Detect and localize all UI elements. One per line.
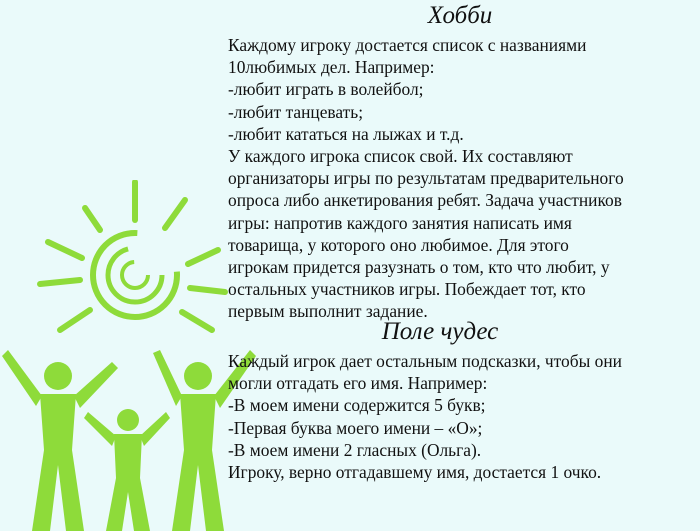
body-line: 10любимых дел. Например: (228, 57, 435, 78)
body-line: первым выполнит задание. (228, 301, 428, 322)
section-title-field-of-wonders: Поле чудес (381, 318, 499, 345)
section-body-field-of-wonders (228, 350, 698, 483)
body-line: -В моем имени 2 гласных (Ольга). (228, 439, 482, 460)
body-line: остальных участников игры. Побеждает тот, кто (228, 279, 586, 300)
body-line: организаторы игры по результатам предварительного (228, 168, 624, 189)
body-line: могли отгадать его имя. Например: (228, 373, 488, 394)
body-line: -В моем имени содержится 5 букв; (228, 395, 486, 416)
body-line: игрокам придется разузнать о том, кто что любит, у (228, 257, 610, 278)
body-line: У каждого игрока список свой. Их составляют (228, 146, 573, 167)
body-line: -любит танцевать; (228, 101, 364, 122)
body-line: опроса либо анкетирования ребят. Задача участников (228, 190, 622, 211)
body-line: -любит играть в волейбол; (228, 79, 424, 100)
body-line: -любит кататься на лыжах и т.д. (228, 123, 464, 144)
section-body-hobby (228, 34, 698, 323)
body-line: Каждому игроку достается список с названиями (228, 35, 587, 55)
body-line: Каждый игрок дает остальным подсказки, чтобы они (228, 351, 622, 371)
sun-and-family-illustration (0, 180, 260, 531)
body-line: игры: напротив каждого занятия написать имя (228, 212, 572, 233)
body-line: товарища, у которого оно любимое. Для этого (228, 234, 569, 255)
body-line: -Первая буква моего имени – «О»; (228, 417, 483, 438)
section-title-hobby: Хобби (427, 2, 493, 29)
body-line: Игроку, верно отгадавшему имя, достается 1 очко. (228, 462, 602, 483)
